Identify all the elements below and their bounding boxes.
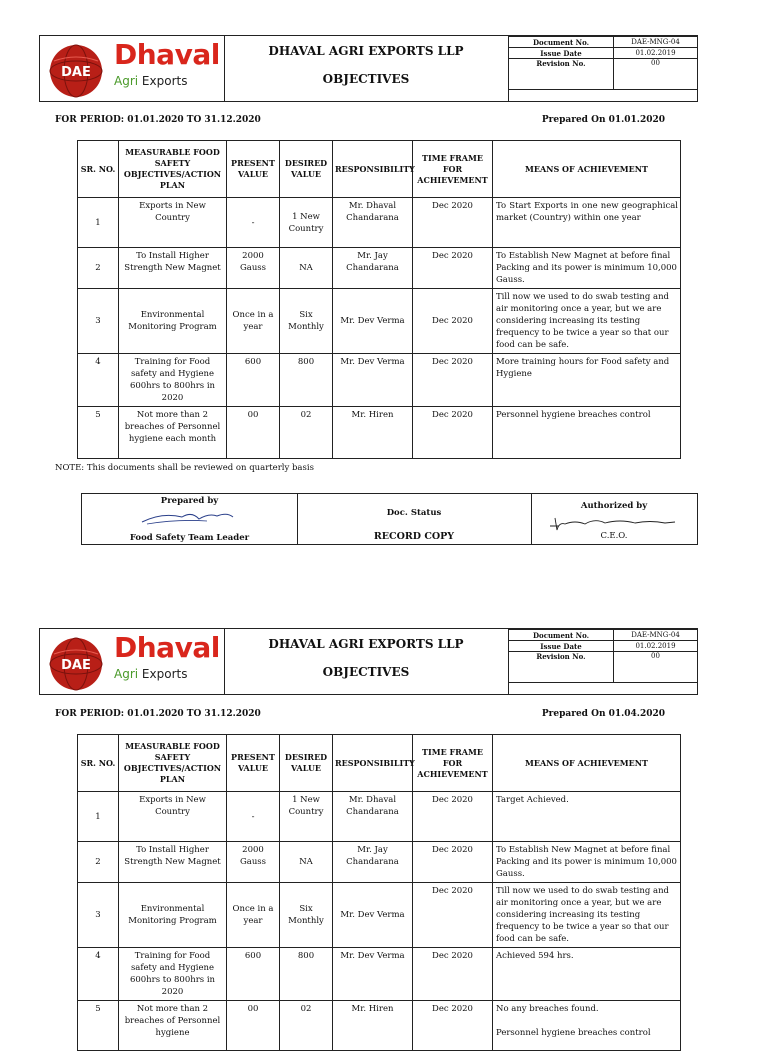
authorized-by-role: C.E.O. (600, 531, 628, 541)
table-header-row: SR. NO. MEASURABLE FOOD SAFETY OBJECTIVES/ACTION PLAN PRESENT VALUE DESIRED VALUE RESPONSIBILITY TIME FRAME FOR ACHIEVEMENT MEANS OF ACHIEVEMENT (78, 141, 681, 198)
means-cell: No any breaches found. Personnel hygiene breaches control (493, 1001, 681, 1051)
prepared-by-role: Food Safety Team Leader (129, 533, 250, 543)
objectives-table (77, 734, 681, 1051)
globe-logo-icon (48, 636, 108, 691)
period-label: FOR PERIOD: 01.01.2020 TO 31.12.2020 (55, 709, 261, 719)
logo-tagline: Agri Exports (114, 74, 188, 88)
table-row: 2 To Install Higher Strength New Magnet 2000 Gauss NA Mr. Jay Chandarana Dec 2020 To Establish New Magnet at before final Packing and its power is minimum 10,000 Gauss. (78, 842, 681, 883)
table-row: 2 To Install Higher Strength New Magnet 2000 Gauss NA Mr. Jay Chandarana Dec 2020 To Establish New Magnet at before final Packing and its power is minimum 10,000 Gauss. (78, 248, 681, 289)
prepared-on-date: Prepared On 01.01.2020 (541, 115, 665, 125)
meta-row: Document No. DAE-MNG-04 (509, 37, 698, 48)
table-row: 4 Training for Food safety and Hygiene 600hrs to 800hrs in 2020 600 800 Mr. Dev Verma Dec 2020 More training hours for Food safety and Hygiene (78, 354, 681, 407)
table-row: 5 Not more than 2 breaches of Personnel hygiene each month 00 02 Mr. Hiren Dec 2020 Personnel hygiene breaches control (78, 407, 681, 459)
meta-row: Document No. DAE-MNG-04 (509, 630, 698, 641)
company-logo (40, 629, 225, 694)
document-header (39, 628, 698, 695)
company-title: DHAVAL AGRI EXPORTS LLP (268, 637, 464, 651)
table-row: 1 Exports in New Country - 1 New Country Mr. Dhaval Chandarana Dec 2020 Target Achieved. (78, 792, 681, 842)
document-meta (508, 629, 698, 683)
table-row: 4 Training for Food safety and Hygiene 600hrs to 800hrs in 2020 600 800 Mr. Dev Verma Dec 2020 Achieved 594 hrs. (78, 948, 681, 1001)
company-title: DHAVAL AGRI EXPORTS LLP (268, 44, 464, 58)
table-row: 3 Environmental Monitoring Program Once in a year Six Monthly Mr. Dev Verma Dec 2020 Till now we used to do swab testing and air monitoring once a year, but we are considering increasing its testing frequency to be twice a year so that our food can be safe. (78, 289, 681, 354)
authorized-by-label: Authorized by (580, 501, 648, 511)
logo-name: Dhaval (114, 38, 220, 71)
period-label: FOR PERIOD: 01.01.2020 TO 31.12.2020 (55, 115, 261, 125)
svg-text:DAE: DAE (61, 658, 91, 673)
meta-row: Revision No. 00 (509, 652, 698, 683)
meta-row: Issue Date 01.02.2019 (509, 48, 698, 59)
review-note: NOTE: This documents shall be reviewed on quarterly basis (55, 463, 314, 473)
table-header-row: SR. NO. MEASURABLE FOOD SAFETY OBJECTIVES/ACTION PLAN PRESENT VALUE DESIRED VALUE RESPONSIBILITY TIME FRAME FOR ACHIEVEMENT MEANS OF ACHIEVEMENT (78, 735, 681, 792)
doc-status-label: Doc. Status (386, 508, 442, 518)
logo-name: Dhaval (114, 631, 220, 664)
svg-text:DAE: DAE (61, 65, 91, 80)
table-row: 5 Not more than 2 breaches of Personnel hygiene 00 02 Mr. Hiren Dec 2020 No any breaches found. Personnel hygiene breaches control (78, 1001, 681, 1051)
table-row: 3 Environmental Monitoring Program Once in a year Six Monthly Mr. Dev Verma Dec 2020 Till now we used to do swab testing and air monitoring once a year, but we are considering increasing its testing frequency to be twice a year so that our food can be safe. (78, 883, 681, 948)
prepared-by-label: Prepared by (160, 496, 219, 506)
prepared-on-date: Prepared On 01.04.2020 (541, 709, 665, 719)
doc-status-value: RECORD COPY (373, 531, 455, 542)
logo-tagline: Agri Exports (114, 667, 188, 681)
meta-row: Issue Date 01.02.2019 (509, 641, 698, 652)
meta-row: Revision No. 00 (509, 59, 698, 90)
document-subtitle: OBJECTIVES (322, 72, 410, 86)
title-block (224, 629, 509, 694)
document-subtitle: OBJECTIVES (322, 665, 410, 679)
table-row: 1 Exports in New Country - 1 New Country Mr. Dhaval Chandarana Dec 2020 To Start Exports in one new geographical market (Country) within one year (78, 198, 681, 248)
